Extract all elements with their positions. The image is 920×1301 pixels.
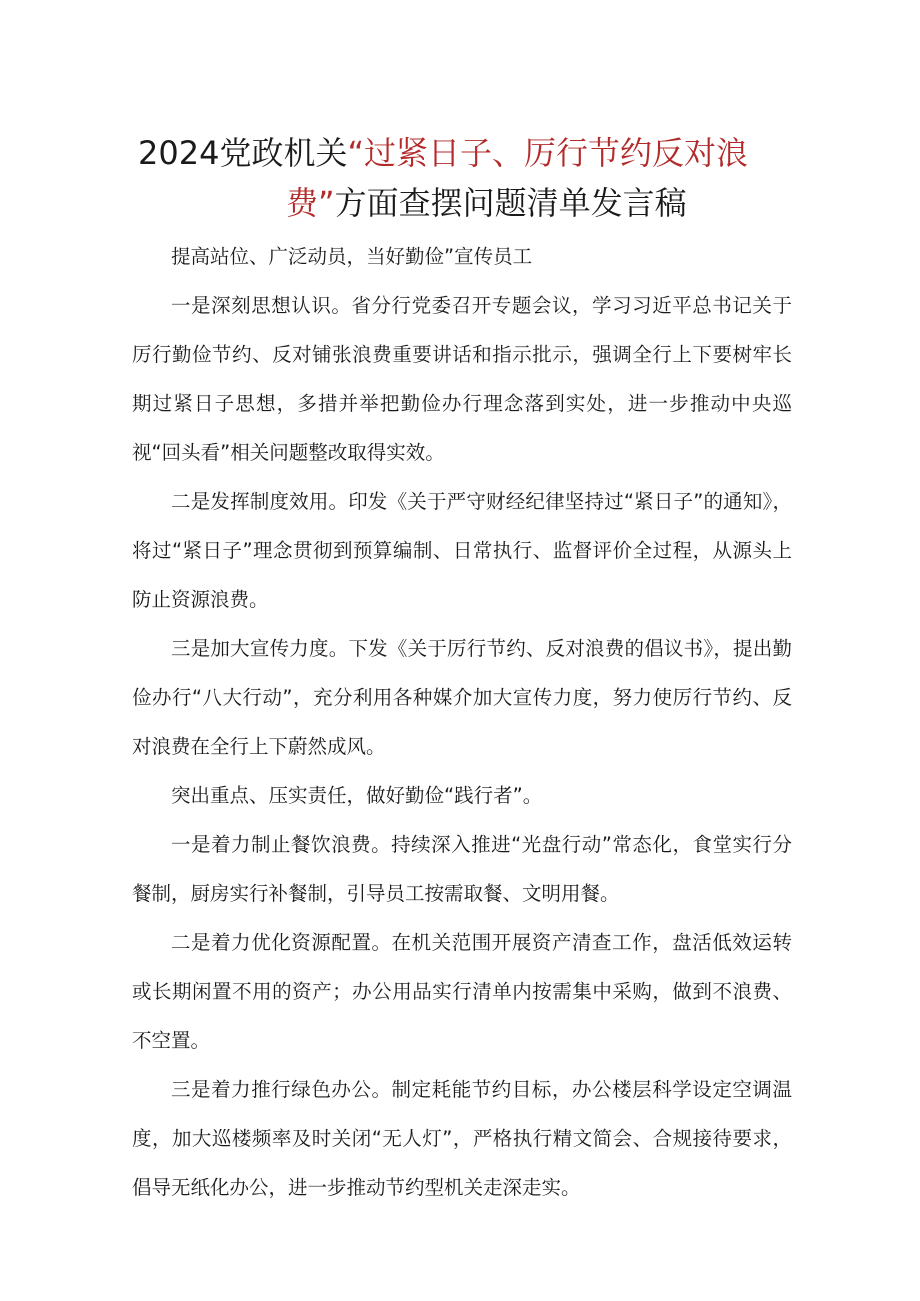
paragraph: 三是着力推行绿色办公。制定耗能节约目标，办公楼层科学设定空调温度，加大巡楼频率及时关闭“无人灯”，严格执行精文简会、合规接待要求，倡导无纸化办公，进一步推动节约型机关走深走实。 [132, 1078, 792, 1199]
title-highlight: “过紧日子、厉行节约反对浪 [347, 134, 749, 172]
paragraph: 一是深刻思想认识。省分行党委召开专题会议，学习习近平总书记关于厉行勤俭节约、反对铺张浪费重要讲话和指示批示，强调全行上下要树牢长期过紧日子思想，多措并举把勤俭办行理念落到实处，进一步推动中央巡视“回头看”相关问题整改取得实效。 [132, 294, 792, 464]
title-line-1 [138, 128, 748, 178]
paragraph: 三是加大宣传力度。下发《关于厉行节约、反对浪费的倡议书》，提出勤俭办行“八大行动”，充分利用各种媒介加大宣传力度，努力使厉行节约、反对浪费在全行上下蔚然成风。 [132, 637, 792, 758]
document-body [132, 232, 792, 1212]
title-line-2 [286, 178, 687, 228]
paragraph: 二是发挥制度效用。印发《关于严守财经纪律坚持过“紧日子”的通知》，将过“紧日子”理念贯彻到预算编制、日常执行、监督评价全过程，从源头上防止资源浪费。 [132, 490, 792, 611]
paragraph-section-heading-2: 突出重点、压实责任，做好勤俭“践行者”。 [171, 784, 543, 807]
paragraph: 一是着力制止餐饮浪费。持续深入推进“光盘行动”常态化，食堂实行分餐制，厨房实行补餐制，引导员工按需取餐、文明用餐。 [132, 833, 792, 905]
title-highlight-end: 费” [286, 184, 335, 222]
title-suffix: 方面查摆问题清单发言稿 [334, 184, 687, 222]
paragraph: 二是着力优化资源配置。在机关范围开展资产清查工作，盘活低效运转或长期闲置不用的资产；办公用品实行清单内按需集中采购，做到不浪费、不空置。 [132, 931, 792, 1052]
title-prefix: 2024党政机关 [138, 134, 348, 172]
paragraph-section-heading-1: 提高站位、广泛动员，当好勤俭”宣传员工 [171, 245, 533, 268]
